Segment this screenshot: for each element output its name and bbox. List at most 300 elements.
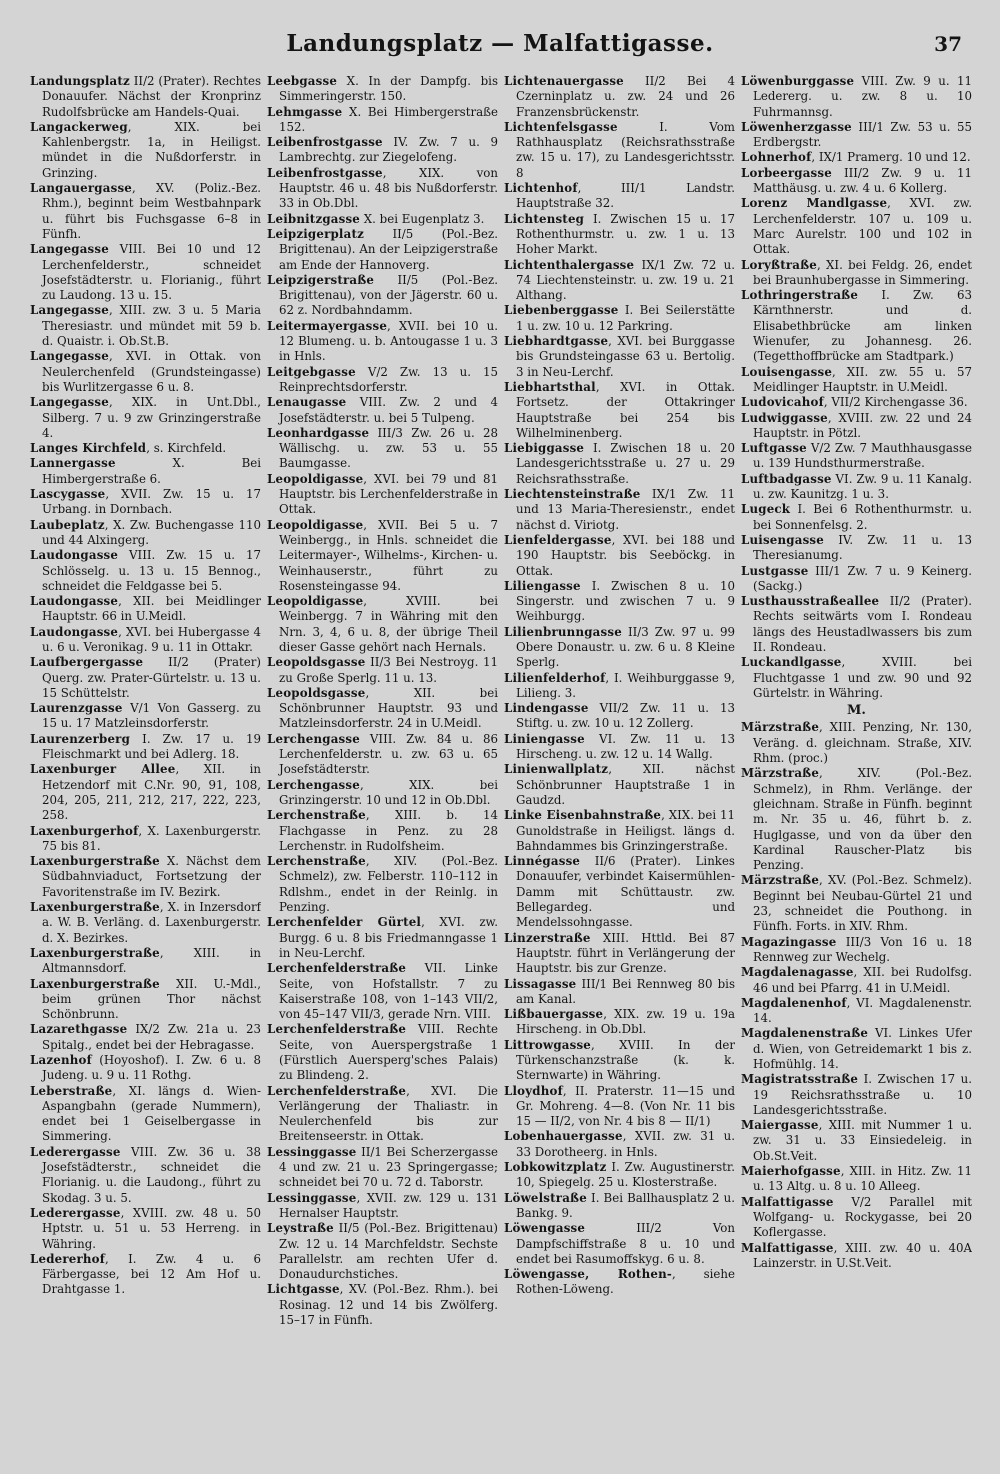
street-description: , VI. Magdalenenstr. 14. bbox=[753, 995, 972, 1026]
street-entry bbox=[267, 426, 498, 472]
street-entry bbox=[504, 120, 735, 181]
street-entry bbox=[30, 900, 261, 946]
street-name: Leopoldsgasse bbox=[267, 655, 366, 670]
street-name: Liechtensteinstraße bbox=[504, 487, 641, 502]
street-entry bbox=[267, 518, 498, 594]
street-description: , XIII. in Hitz. Zw. 11 u. 13 Altg. u. 8 u. 10 Alleeg. bbox=[753, 1164, 972, 1194]
street-entry bbox=[504, 258, 735, 304]
street-description: , XIII. zw. 40 u. 40A Lainzerstr. in U.St.Veit. bbox=[753, 1240, 972, 1270]
street-description: , XVIII. zw. 48 u. 50 Hptstr. u. 51 u. 53 Herreng. in Währing. bbox=[42, 1205, 261, 1251]
street-name: Lerchengasse bbox=[267, 777, 360, 792]
street-name: Lerchenstraße bbox=[267, 854, 366, 869]
street-entry bbox=[267, 319, 498, 365]
street-entry bbox=[267, 686, 498, 732]
street-description: II/5 (Pol.-Bez. Brigittenau), von der Jägerstr. 60 u. 62 z. Nordbahndamm. bbox=[279, 272, 498, 318]
street-description: , X. Zw. Buchengasse 110 und 44 Alxingerg. bbox=[42, 517, 261, 547]
street-name: Lobenhauergasse bbox=[504, 1129, 623, 1144]
street-entry bbox=[741, 196, 972, 257]
street-name: Laufbergergasse bbox=[30, 655, 144, 670]
street-entry bbox=[741, 395, 972, 410]
street-description: VIII. Rechte Seite, von Auerspergstraße 1 (Fürstlich Auersperg'sches Palais) zu Blindeng. 2. bbox=[279, 1022, 498, 1083]
street-entry bbox=[504, 380, 735, 441]
street-description: , XVII. zw. 129 u. 131 Hernalser Hauptstr. bbox=[279, 1190, 498, 1220]
street-description: , XII. bei Meidlinger Hauptstr. 66 in U.Meidl. bbox=[42, 594, 261, 624]
street-name: Ludwiggasse bbox=[741, 410, 828, 425]
street-name: Liniengasse bbox=[504, 731, 585, 746]
street-entry bbox=[267, 472, 498, 518]
street-description: , XVI. zw. Burgg. 6 u. 8 bis Friedmanngasse 1 in Neu-Lerchf. bbox=[279, 915, 498, 960]
street-description: V/2 Parallel mit Wolfgang- u. Rockygasse, bei 20 Koflergasse. bbox=[753, 1194, 972, 1240]
street-entry bbox=[741, 1072, 972, 1118]
street-name: Lißbauergasse bbox=[504, 1007, 604, 1022]
street-entry bbox=[30, 456, 261, 487]
column-2 bbox=[267, 74, 498, 1454]
street-description: , XVI. in Ottak. Fortsetz. der Ottakringer Hauptstraße bei 254 bis Wilhelminenberg. bbox=[516, 379, 735, 440]
street-name: Magdalenenstraße bbox=[741, 1026, 869, 1041]
street-name: Lichtgasse bbox=[267, 1282, 340, 1297]
street-name: Löwengasse, Rothen- bbox=[504, 1267, 672, 1282]
street-entry bbox=[30, 946, 261, 977]
entry-columns bbox=[30, 74, 972, 1454]
street-entry bbox=[267, 74, 498, 105]
street-name: Leipzigerplatz bbox=[267, 226, 365, 241]
street-description: VIII. Zw. 15 u. 17 Schlösselg. u. 13 u. 15 Bennog., schneidet die Feldgasse bei 5. bbox=[42, 548, 261, 593]
street-entry bbox=[741, 166, 972, 197]
street-description: I. Zw. Augustinerstr. 10, Spiegelg. 25 u. Klosterstraße. bbox=[516, 1160, 735, 1190]
street-description: III/1 Zw. 7 u. 9 Keinerg. (Sackg.) bbox=[753, 563, 972, 593]
street-entry bbox=[30, 762, 261, 823]
street-entry bbox=[267, 166, 498, 212]
street-name: Magazingasse bbox=[741, 934, 837, 949]
street-description: , XVII. Bei 5 u. 7 Weinbergg., in Hnls. schneidet die Leitermayer-, Wilhelms-, Kirchen- u. Weinhauserstr., führt zu Rosensteingasse 94. bbox=[279, 517, 498, 593]
street-description: II/2 (Prater). Rechtes Donauufer. Nächst der Kronprinz Rudolfsbrücke am Handels-Quai. bbox=[42, 74, 261, 119]
street-name: Liebhardtgasse bbox=[504, 334, 609, 349]
street-description: , XVII. Zw. 15 u. 17 Urbang. in Dornbach. bbox=[42, 487, 261, 517]
street-entry bbox=[30, 1084, 261, 1145]
street-name: Laurenzgasse bbox=[30, 701, 123, 716]
street-entry bbox=[741, 996, 972, 1027]
street-name: Landungsplatz bbox=[30, 74, 130, 88]
street-name: Laurenzerberg bbox=[30, 731, 131, 746]
street-description: , XII. bei Schönbrunner Hauptstr. 93 und Matzleinsdorferstr. 24 in U.Meidl. bbox=[279, 685, 498, 731]
street-entry bbox=[30, 518, 261, 549]
street-description: , II. Praterstr. 11—15 und Gr. Mohreng. 4—8. (Von Nr. 11 bis 15 — II/2, von Nr. 4 bis 8 — II/1) bbox=[516, 1083, 735, 1129]
street-entry bbox=[504, 303, 735, 334]
street-description: IV. Zw. 7 u. 9 Lambrechtg. zur Ziegelofeng. bbox=[279, 135, 498, 165]
street-entry bbox=[267, 655, 498, 686]
street-entry bbox=[741, 288, 972, 364]
street-description: I. Zwischen 17 u. 19 Reichsrathsstraße u. 10 Landesgerichtsstraße. bbox=[753, 1072, 972, 1117]
street-entry bbox=[267, 915, 498, 961]
street-entry bbox=[504, 1191, 735, 1222]
street-name: Lannergasse bbox=[30, 456, 116, 471]
street-name: Malfattigasse bbox=[741, 1194, 834, 1209]
street-name: Lehmgasse bbox=[267, 104, 343, 119]
street-entry bbox=[741, 720, 972, 766]
street-entry bbox=[267, 732, 498, 778]
street-name: Lloydhof bbox=[504, 1083, 563, 1098]
street-name: Lerchengasse bbox=[267, 731, 360, 746]
street-description: I. Zwischen 15 u. 17 Rothenthurmstr. u. zw. 1 u. 13 Hoher Markt. bbox=[516, 211, 735, 257]
street-name: Lothringerstraße bbox=[741, 288, 859, 303]
street-description: , XVI. in Ottak. von Neulerchenfeld (Grundsteingasse) bis Wurlitzergasse 6 u. 8. bbox=[42, 349, 261, 394]
street-name: Lichtenthalergasse bbox=[504, 257, 635, 272]
street-name: Liebiggasse bbox=[504, 441, 585, 456]
street-name: Maierhofgasse bbox=[741, 1164, 841, 1179]
street-entry bbox=[504, 212, 735, 258]
street-name: Leitermayergasse bbox=[267, 318, 388, 333]
street-entry bbox=[741, 150, 972, 165]
street-description: IX/2 Zw. 21a u. 23 Spitalg., endet bei der Hebragasse. bbox=[42, 1022, 261, 1052]
street-name: Laudongasse bbox=[30, 594, 119, 609]
street-entry bbox=[267, 808, 498, 854]
street-entry bbox=[741, 441, 972, 472]
street-entry bbox=[267, 1145, 498, 1191]
street-entry bbox=[267, 594, 498, 655]
street-description: , siehe Rothen-Löweng. bbox=[516, 1267, 735, 1297]
street-name: Ledererhof bbox=[30, 1251, 106, 1266]
street-entry bbox=[30, 548, 261, 594]
street-name: Luftgasse bbox=[741, 441, 807, 456]
street-entry bbox=[267, 1282, 498, 1328]
street-entry bbox=[30, 701, 261, 732]
street-entry bbox=[30, 824, 261, 855]
street-name: Leipzigerstraße bbox=[267, 272, 375, 287]
street-description: , s. Kirchfeld. bbox=[146, 441, 227, 456]
street-name: Lusthausstraßeallee bbox=[741, 594, 880, 609]
street-description: X. bei Eugenplatz 3. bbox=[360, 211, 485, 226]
street-description: II/3 Bei Nestroyg. 11 zu Große Sperlg. 11 u. 13. bbox=[279, 655, 498, 685]
street-name: Leopoldigasse bbox=[267, 594, 364, 609]
street-description: IX/1 Zw. 72 u. 74 Liechtensteinstr. u. zw. 19 u. 21 Althang. bbox=[516, 257, 735, 303]
street-name: Louisengasse bbox=[741, 364, 833, 379]
street-name: Lichtenfelsgasse bbox=[504, 119, 618, 134]
street-name: Lienfeldergasse bbox=[504, 532, 612, 547]
street-entry bbox=[504, 671, 735, 702]
street-entry bbox=[741, 258, 972, 289]
street-name: Lissagasse bbox=[504, 976, 577, 991]
street-description: I. Bei Ballhausplatz 2 u. Bankg. 9. bbox=[516, 1190, 735, 1220]
street-name: Leopoldigasse bbox=[267, 471, 364, 486]
street-description: , XVII. bei 10 u. 12 Blumeng. u. b. Antougasse 1 u. 3 in Hnls. bbox=[279, 318, 498, 364]
page-title: Landungsplatz — Malfattigasse. bbox=[286, 30, 714, 57]
street-description: II/2 Bei 4 Czerninplatz u. zw. 24 und 26 Franzensbrückenstr. bbox=[516, 74, 735, 119]
street-description: , XII. zw. 55 u. 57 Meidlinger Hauptstr. in U.Meidl. bbox=[753, 364, 972, 394]
street-entry bbox=[504, 701, 735, 732]
street-name: Leebgasse bbox=[267, 74, 338, 88]
street-description: I. Zwischen 18 u. 20 Landesgerichtsstraße u. 27 u. 29 Reichsrathsstraße. bbox=[516, 441, 735, 486]
street-entry bbox=[30, 395, 261, 441]
street-entry bbox=[504, 977, 735, 1008]
street-entry bbox=[30, 1053, 261, 1084]
street-name: Laxenburgerstraße bbox=[30, 854, 160, 869]
street-name: Lorbeergasse bbox=[741, 165, 832, 180]
street-entry bbox=[504, 74, 735, 120]
street-entry bbox=[504, 181, 735, 212]
street-entry bbox=[30, 1145, 261, 1206]
street-entry bbox=[741, 411, 972, 442]
street-entry bbox=[267, 227, 498, 273]
street-name: Laxenburgerstraße bbox=[30, 945, 160, 960]
section-heading: M. bbox=[847, 703, 866, 719]
street-name: Lerchenfelderstraße bbox=[267, 1083, 407, 1098]
street-name: Laudongasse bbox=[30, 624, 119, 639]
street-name: Laxenburgerstraße bbox=[30, 976, 160, 991]
street-entry bbox=[267, 854, 498, 915]
street-description: VII/2 Zw. 11 u. 13 Stiftg. u. zw. 10 u. 12 Zollerg. bbox=[516, 701, 735, 731]
street-description: , XV. (Pol.-Bez. Schmelz). Beginnt bei Neubau-Gürtel 21 und 23, schneidet die Pouthong. in Fünfh. Forts. in XIV. Rhm. bbox=[753, 873, 972, 934]
street-description: X. Bei Himbergerstraße 152. bbox=[279, 104, 498, 134]
street-description: , XVII. zw. 31 u. 33 Dorotheerg. in Hnls. bbox=[516, 1129, 735, 1159]
street-description: III/2 Von Dampfschiffstraße 8 u. 10 und endet bei Rasumoffskyg. 6 u. 8. bbox=[516, 1221, 735, 1266]
street-description: I. Vom Rathhausplatz (Reichsrathsstraße zw. 15 u. 17), zu Landesgerichtsstr. 8 bbox=[516, 119, 735, 180]
street-description: I. Zwischen 8 u. 10 Singerstr. und zwischen 7 u. 9 Weihburgg. bbox=[516, 578, 735, 624]
street-description: , XVIII. bei Fluchtgasse 1 und zw. 90 und 92 Gürtelstr. in Währing. bbox=[753, 655, 972, 700]
street-name: Liebenberggasse bbox=[504, 303, 619, 318]
street-entry bbox=[30, 74, 261, 120]
street-description: V/2 Zw. 13 u. 15 Reinprechtsdorferstr. bbox=[279, 364, 498, 394]
street-description: XIII. Httld. Bei 87 Hauptstr. führt in Verlängerung der Hauptstr. bis zur Grenze. bbox=[516, 930, 735, 976]
street-name: Lascygasse bbox=[30, 487, 106, 502]
street-name: Lichtenauergasse bbox=[504, 74, 624, 88]
street-description: VII. Linke Seite, von Hofstallstr. 7 zu Kaiserstraße 108, von 1–143 VII/2, von 45–147 VII/3, gerade Nrn. VIII. bbox=[279, 961, 498, 1022]
street-name: Linzerstraße bbox=[504, 930, 591, 945]
street-entry bbox=[30, 1206, 261, 1252]
street-entry bbox=[504, 487, 735, 533]
street-description: , XI. bei Feldg. 26, endet bei Braunhubergasse in Simmering. bbox=[753, 257, 972, 287]
street-name: Leberstraße bbox=[30, 1083, 113, 1098]
street-name: Lichtensteg bbox=[504, 211, 585, 226]
street-description: , XIII. Penzing, Nr. 130, Veräng. d. gleichnam. Straße, XIV. Rhm. (proc.) bbox=[753, 720, 972, 766]
street-name: Märzstraße bbox=[741, 873, 820, 888]
street-name: Lilienfelderhof bbox=[504, 670, 606, 685]
street-description: I. Bei 6 Rothenthurmstr. u. bei Sonnenfelsg. 2. bbox=[753, 502, 972, 532]
street-entry bbox=[504, 533, 735, 579]
street-entry bbox=[504, 808, 735, 854]
street-description: , XIII. b. 14 Flachgasse in Penz. zu 28 Lerchenstr. in Rudolfsheim. bbox=[279, 808, 498, 853]
street-description: , XIX. bei Kahlenbergstr. 1a, in Heiligst. mündet in die Nußdorferstr. in Grinzing. bbox=[42, 119, 261, 180]
street-name: Laxenburgerstraße bbox=[30, 900, 160, 915]
street-entry bbox=[741, 74, 972, 120]
street-name: Lederergasse bbox=[30, 1144, 121, 1159]
street-entry bbox=[504, 441, 735, 487]
street-entry bbox=[504, 1084, 735, 1130]
street-entry bbox=[504, 1038, 735, 1084]
street-name: Lazenhof bbox=[30, 1053, 92, 1067]
street-description: VI. Zw. 9 u. 11 Kanalg. u. zw. Kaunitzg. 1 u. 3. bbox=[753, 471, 972, 502]
street-description: VIII. Zw. 36 u. 38 Josefstädterstr., schneidet die Florianig. u. die Laudong., führt zu Skodag. 3 u. 5. bbox=[42, 1144, 261, 1205]
street-description: IX/1 Zw. 11 und 13 Maria-Theresienstr., endet nächst d. Viriotg. bbox=[516, 487, 735, 532]
street-entry bbox=[504, 1129, 735, 1160]
street-name: Lerchenfelderstraße bbox=[267, 1022, 407, 1037]
street-description: , XVI. zw. Lerchenfelderstr. 107 u. 109 u. Marc Aurelstr. 100 und 102 in Ottak. bbox=[753, 196, 972, 257]
street-description: , X. in Inzersdorf a. W. B. Verläng. d. Laxenburgerstr. d. X. Bezirkes. bbox=[42, 900, 261, 945]
street-entry bbox=[504, 334, 735, 380]
street-entry bbox=[504, 1160, 735, 1191]
street-name: Lerchenfelderstraße bbox=[267, 961, 407, 976]
street-description: II/1 Bei Scherzergasse 4 und zw. 21 u. 23 Springergasse; schneidet bei 70 u. 72 d. Taborstr. bbox=[279, 1144, 498, 1190]
street-name: Langackerweg bbox=[30, 119, 128, 134]
street-description: VIII. Bei 10 und 12 Lerchenfelderstr., schneidet Josefstädterstr. u. Florianig., führt zu Laudong. 13 u. 15. bbox=[42, 242, 261, 303]
street-entry bbox=[741, 1241, 972, 1272]
street-name: Leystraße bbox=[267, 1221, 334, 1236]
street-description: , XIX. von Hauptstr. 46 u. 48 bis Nußdorferstr. 33 in Ob.Dbl. bbox=[279, 165, 498, 211]
street-description: III/1 Bei Rennweg 80 bis am Kanal. bbox=[516, 976, 735, 1006]
street-name: Lugeck bbox=[741, 502, 791, 517]
street-name: Luftbadgasse bbox=[741, 471, 832, 486]
street-description: , XIII. zw. 3 u. 5 Maria Theresiastr. und mündet mit 59 b. d. Quaistr. i. Ob.St.B. bbox=[42, 303, 261, 349]
street-name: Maiergasse bbox=[741, 1118, 819, 1133]
street-description: , XVIII. bei Weinbergg. 7 in Währing mit den Nrn. 3, 4, 6 u. 8, der übrige Theil dieser Gasse gehört nach Hernals. bbox=[279, 594, 498, 654]
street-entry bbox=[741, 1164, 972, 1195]
street-description: VIII. Zw. 9 u. 11 Ledererg. u. zw. 8 u. 10 Fuhrmannsg. bbox=[753, 74, 972, 119]
street-entry bbox=[267, 1084, 498, 1145]
column-3 bbox=[504, 74, 735, 1454]
street-entry bbox=[30, 120, 261, 181]
street-entry bbox=[741, 120, 972, 151]
street-entry bbox=[267, 365, 498, 396]
street-name: Lustgasse bbox=[741, 563, 809, 578]
street-entry bbox=[504, 732, 735, 763]
street-entry bbox=[267, 212, 498, 227]
column-1 bbox=[30, 74, 261, 1454]
street-description: III/3 Zw. 26 u. 28 Wällischg. u. zw. 53 u. 55 Baumgasse. bbox=[279, 425, 498, 471]
street-entry bbox=[504, 854, 735, 930]
street-name: Lohnerhof bbox=[741, 150, 812, 165]
street-description: , XVI. Die Verlängerung der Thaliastr. in Neulerchenfeld bis zur Breitenseerstr. in Ottak. bbox=[279, 1083, 498, 1144]
street-name: Laudongasse bbox=[30, 548, 119, 563]
street-name: Leibenfrostgasse bbox=[267, 135, 383, 150]
street-entry bbox=[741, 472, 972, 503]
street-description: , XIII. mit Nummer 1 u. zw. 31 u. 33 Einsiedeleig. in Ob.St.Veit. bbox=[753, 1118, 972, 1163]
street-description: II/5 (Pol.-Bez. Brigittenau). An der Leipzigerstraße am Ende der Hannoverg. bbox=[279, 226, 498, 272]
street-name: Littrowgasse bbox=[504, 1037, 591, 1052]
street-description: III/1 Zw. 53 u. 55 Erdbergstr. bbox=[753, 119, 972, 150]
street-entry bbox=[504, 931, 735, 977]
street-entry bbox=[741, 965, 972, 996]
street-description: , XII. in Hetzendorf mit C.Nr. 90, 91, 108, 204, 205, 211, 212, 217, 222, 223, 258. bbox=[42, 762, 261, 823]
street-entry bbox=[30, 1252, 261, 1298]
street-description: II/5 (Pol.-Bez. Brigittenau) Zw. 12 u. 14 Marchfeldstr. Sechste Parallelstr. am rechten Ufer d. Donaudurchstiches. bbox=[279, 1221, 498, 1282]
street-description: , XV. (Poliz.-Bez. Rhm.), beginnt beim Westbahnpark u. führt bis Fuchsgasse 6–8 in Fünfh. bbox=[42, 181, 261, 241]
street-description: II/3 Zw. 97 u. 99 Obere Donaustr. u. zw. 6 u. 8 Kleine Sperlg. bbox=[516, 624, 735, 670]
street-name: Löwenburggasse bbox=[741, 74, 855, 88]
street-entry bbox=[30, 625, 261, 656]
street-entry bbox=[741, 365, 972, 396]
street-description: , XVI. bei Burggasse bis Grundsteingasse 63 u. Bertolig. 3 in Neu-Lerchf. bbox=[516, 334, 735, 379]
page-number: 37 bbox=[934, 32, 962, 56]
street-description: VI. Linkes Ufer d. Wien, von Getreidemarkt 1 bis z. Hofmühlg. 14. bbox=[753, 1026, 972, 1071]
street-entry bbox=[504, 625, 735, 671]
street-name: Luisengasse bbox=[741, 532, 824, 547]
street-name: Langes Kirchfeld bbox=[30, 441, 147, 456]
street-name: Malfattigasse bbox=[741, 1240, 834, 1255]
street-name: Märzstraße bbox=[741, 766, 820, 781]
street-entry bbox=[741, 766, 972, 873]
street-name: Linnégasse bbox=[504, 854, 581, 869]
street-entry bbox=[741, 564, 972, 595]
street-entry bbox=[267, 961, 498, 1022]
street-name: Lerchenstraße bbox=[267, 808, 366, 823]
street-name: Liebhartsthal bbox=[504, 379, 596, 394]
street-description: I. Zw. 63 Kärnthnerstr. und d. Elisabethbrücke am linken Wienufer, zu Johannesg. 26. (Tegetthoffbrücke am Stadtpark.) bbox=[753, 288, 972, 364]
street-name: Lorenz Mandlgasse bbox=[741, 196, 888, 211]
street-entry bbox=[267, 1022, 498, 1083]
street-name: Leitgebgasse bbox=[267, 364, 356, 379]
street-name: Linke Eisenbahnstraße bbox=[504, 808, 662, 823]
street-description: III/2 Zw. 9 u. 11 Matthäusg. u. zw. 4 u. 6 Kollerg. bbox=[753, 165, 972, 196]
street-description: IV. Zw. 11 u. 13 Theresianumg. bbox=[753, 532, 972, 563]
street-name: Märzstraße bbox=[741, 720, 820, 735]
street-name: Leopoldsgasse bbox=[267, 685, 366, 700]
street-name: Loryßtraße bbox=[741, 257, 817, 272]
street-name: Lessinggasse bbox=[267, 1190, 357, 1205]
street-name: Lichtenhof bbox=[504, 181, 578, 196]
street-entry bbox=[30, 487, 261, 518]
street-name: Löwengasse bbox=[504, 1221, 586, 1236]
street-name: Luckandlgasse bbox=[741, 655, 842, 670]
street-description: (Hoyoshof). I. Zw. 6 u. 8 Judeng. u. 9 u. 11 Rothg. bbox=[42, 1053, 261, 1083]
street-description: , XI. längs d. Wien-Aspangbahn (gerade Nummern), endet bei 1 Geiselbergasse in Simmering. bbox=[42, 1083, 261, 1144]
street-entry bbox=[30, 441, 261, 456]
street-name: Magdalenagasse bbox=[741, 965, 854, 980]
street-entry bbox=[741, 1118, 972, 1164]
street-entry bbox=[267, 273, 498, 319]
street-entry bbox=[30, 977, 261, 1023]
street-description: VI. Zw. 11 u. 13 Hirscheng. u. zw. 12 u. 14 Wallg. bbox=[516, 731, 735, 762]
street-entry bbox=[741, 533, 972, 564]
street-entry bbox=[30, 854, 261, 900]
street-name: Langauergasse bbox=[30, 181, 132, 196]
street-entry bbox=[30, 242, 261, 303]
street-entry bbox=[30, 349, 261, 395]
street-name: Lessinggasse bbox=[267, 1144, 357, 1159]
street-entry bbox=[504, 1267, 735, 1298]
street-description: X. In der Dampfg. bis Simmeringerstr. 150. bbox=[279, 74, 498, 104]
street-entry bbox=[30, 732, 261, 763]
street-description: , XV. (Pol.-Bez. Rhm.). bei Rosinag. 12 und 14 bis Zwölferg. 15–17 in Fünfh. bbox=[279, 1282, 498, 1328]
street-entry bbox=[741, 594, 972, 655]
street-entry bbox=[504, 1221, 735, 1267]
street-name: Langegasse bbox=[30, 242, 109, 257]
street-description: VIII. Zw. 2 und 4 Josefstädterstr. u. bei 5 Tulpeng. bbox=[279, 395, 498, 425]
street-name: Ludovicahof bbox=[741, 395, 824, 410]
street-entry bbox=[267, 1191, 498, 1222]
street-name: Leibnitzgasse bbox=[267, 211, 361, 226]
street-description: II/6 (Prater). Linkes Donauufer, verbindet Kaisermühlen-Damm mit Schüttaustr. zw. Bellegardeg. und Mendelssohngasse. bbox=[516, 854, 735, 930]
street-entry bbox=[30, 181, 261, 242]
street-description: III/3 Von 16 u. 18 Rennweg zur Wechelg. bbox=[753, 934, 972, 964]
street-name: Leibenfrostgasse bbox=[267, 165, 383, 180]
street-description: II/2 (Prater) Querg. zw. Prater-Gürtelstr. u. 13 u. 15 Schüttelstr. bbox=[42, 655, 261, 700]
street-description: V/2 Zw. 7 Mauthhausgasse u. 139 Hundsthurmerstraße. bbox=[753, 441, 972, 471]
street-entry bbox=[741, 873, 972, 934]
street-entry bbox=[504, 762, 735, 808]
street-entry bbox=[504, 1007, 735, 1038]
street-entry bbox=[741, 502, 972, 533]
street-name: Langegasse bbox=[30, 395, 109, 410]
street-description: , XVIII. zw. 22 und 24 Hauptstr. in Pötzl. bbox=[753, 410, 972, 440]
street-description: , I. Weihburggasse 9, Lilieng. 3. bbox=[516, 670, 735, 700]
street-name: Laxenburgerhof bbox=[30, 823, 139, 838]
street-entry bbox=[504, 579, 735, 625]
page-header bbox=[0, 30, 1000, 70]
street-description: , XIV. (Pol.-Bez. Schmelz), in Rhm. Verlänge. der gleichnam. Straße in Fünfh. beginnt m. Nr. 35 u. 46, führt b. z. Huglgasse, und von da über den Kardinal Rauscher-Platz bis Penzing. bbox=[753, 766, 972, 873]
street-description: , XIV. (Pol.-Bez. Schmelz), zw. Felberstr. 110–112 in Rdlshm., endet in der Reinlg. in Penzing. bbox=[279, 854, 498, 915]
street-name: Leopoldigasse bbox=[267, 517, 364, 532]
street-description: X. Nächst dem Südbahnviaduct, Fortsetzung der Favoritenstraße im IV. Bezirk. bbox=[42, 854, 261, 899]
street-entry bbox=[30, 303, 261, 349]
